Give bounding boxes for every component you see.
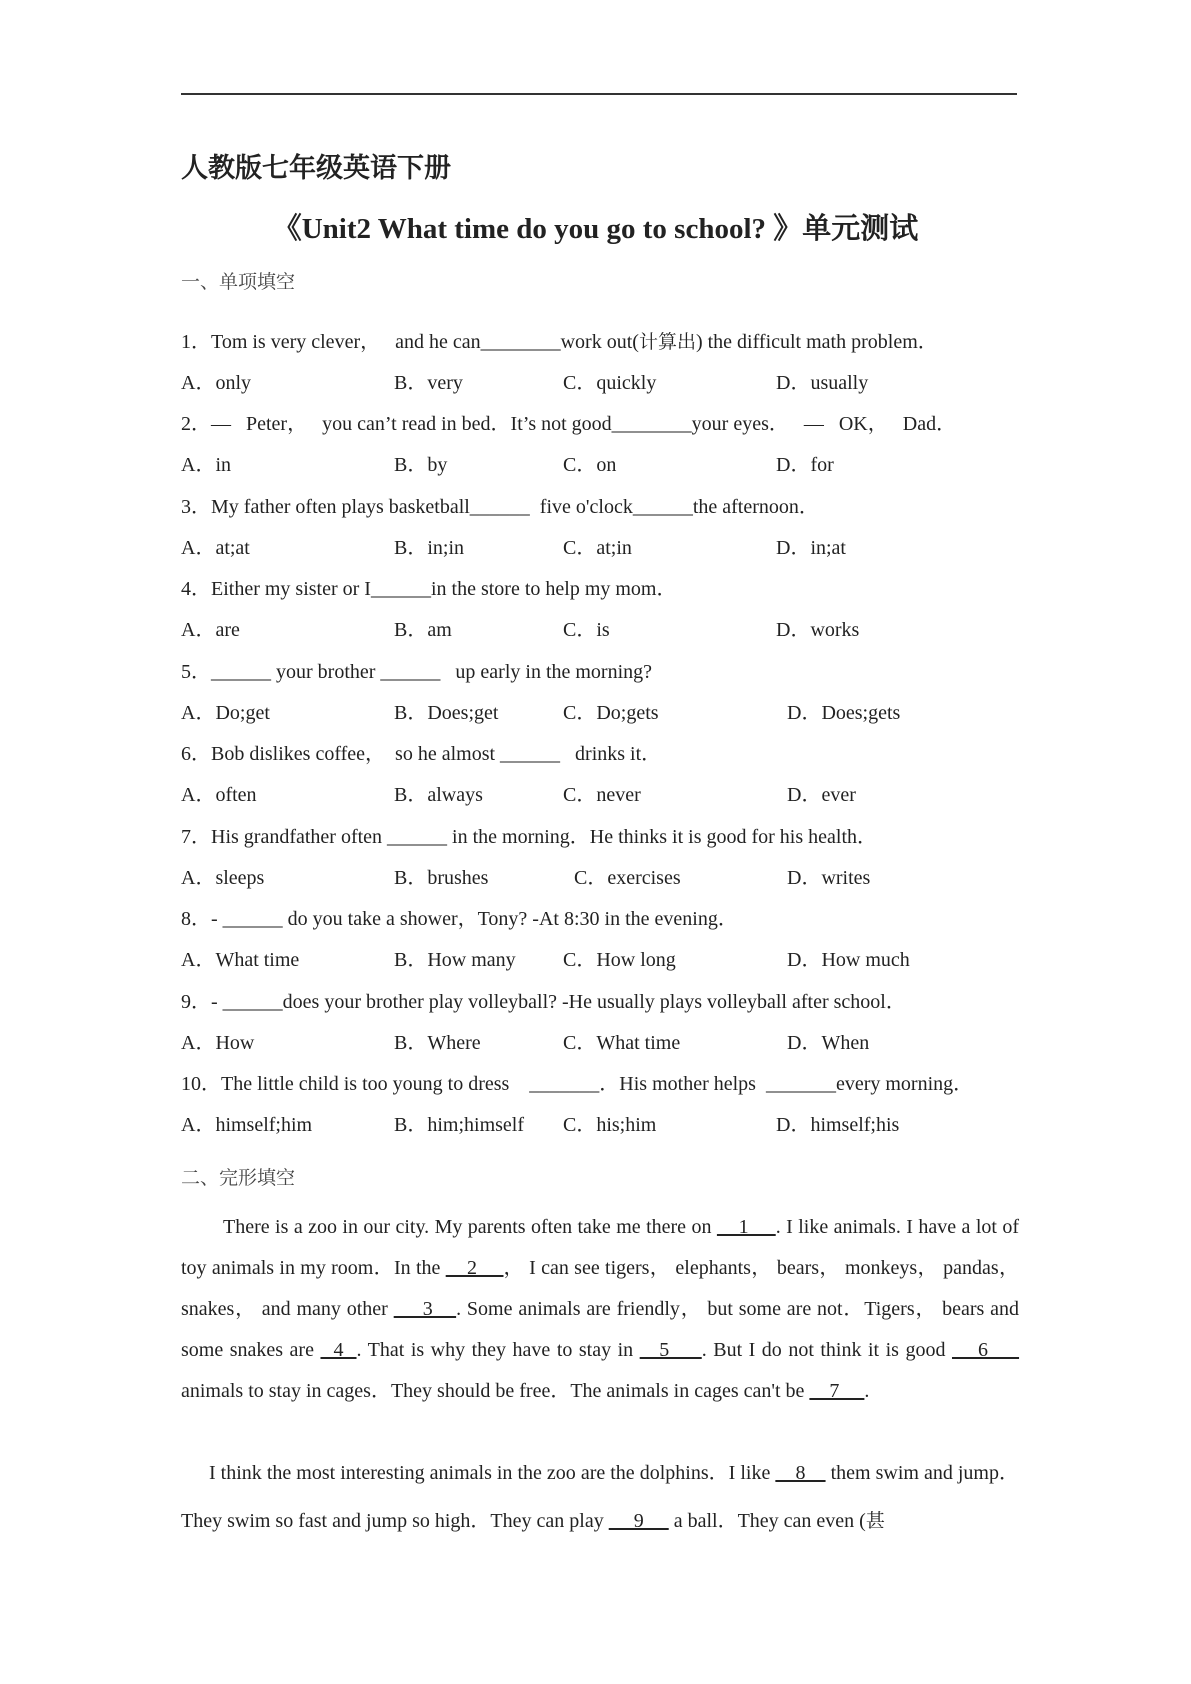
cloze-paragraph-2 bbox=[181, 1449, 1019, 1545]
cloze-text: . Some animals are friendly， but some are not．Tigers， bears and some snakes are bbox=[181, 1298, 1020, 1361]
option-c[interactable]: C．What time bbox=[563, 1032, 681, 1054]
question-7-text: 7．His grandfather often ______ in the morning．He thinks it is good for his health． bbox=[181, 826, 878, 848]
option-d[interactable]: D．Does;gets bbox=[787, 702, 901, 724]
cloze-blank-2[interactable]: 2 bbox=[445, 1257, 504, 1279]
option-d[interactable]: D．writes bbox=[787, 867, 871, 889]
cloze-blank-5[interactable]: 5 bbox=[639, 1339, 702, 1361]
option-a[interactable]: A．himself;him bbox=[181, 1114, 313, 1136]
question-6-text: 6．Bob dislikes coffee， so he almost ______ drinks it． bbox=[181, 743, 662, 765]
section-heading-single-choice: 一、单项填空 bbox=[181, 271, 296, 293]
question-10-text: 10．The little child is too young to dress _______．His mother helps _______every morning． bbox=[181, 1073, 974, 1095]
option-d[interactable]: D．for bbox=[776, 454, 834, 476]
cloze-blank-4[interactable]: 4 bbox=[320, 1339, 357, 1361]
option-b[interactable]: B．always bbox=[394, 784, 483, 806]
cloze-blank-6[interactable]: 6 bbox=[951, 1339, 1020, 1361]
option-d[interactable]: D．How much bbox=[787, 949, 910, 971]
option-c[interactable]: C．is bbox=[563, 619, 610, 641]
option-a[interactable]: A．What time bbox=[181, 949, 300, 971]
cloze-blank-3[interactable]: 3 bbox=[393, 1298, 457, 1320]
question-2-options bbox=[181, 448, 1017, 474]
cloze-text: . bbox=[864, 1380, 870, 1402]
question-2-text: 2．— Peter， you can’t read in bed．It’s not good________your eyes． — OK， Dad． bbox=[181, 413, 957, 435]
question-8-text: 8．- ______ do you take a shower，Tony? -At 8:30 in the evening． bbox=[181, 908, 738, 930]
option-a[interactable]: A．in bbox=[181, 454, 231, 476]
option-c[interactable]: C．never bbox=[563, 784, 641, 806]
question-10-options bbox=[181, 1108, 1017, 1134]
option-d[interactable]: D．himself;his bbox=[776, 1114, 900, 1136]
cloze-text: ， I can see tigers， elephants， bears， monkeys， pandas， snakes， and many other bbox=[181, 1257, 1019, 1320]
option-a[interactable]: A．sleeps bbox=[181, 867, 265, 889]
option-a[interactable]: A．are bbox=[181, 619, 240, 641]
question-1-options bbox=[181, 366, 1017, 392]
option-c[interactable]: C．his;him bbox=[563, 1114, 657, 1136]
question-3-options bbox=[181, 531, 1017, 557]
question-7-options bbox=[181, 861, 1017, 887]
cloze-blank-9[interactable]: 9 bbox=[608, 1510, 669, 1532]
cloze-text: a ball．They can even ( bbox=[668, 1510, 866, 1532]
question-9-text: 9．- ______does your brother play volleyball? -He usually plays volleyball after school． bbox=[181, 991, 906, 1013]
cloze-paragraph-1 bbox=[181, 1207, 1019, 1412]
option-b[interactable]: B．Where bbox=[394, 1032, 481, 1054]
option-d[interactable]: D．works bbox=[776, 619, 860, 641]
option-d[interactable]: D．ever bbox=[787, 784, 856, 806]
option-a[interactable]: A．only bbox=[181, 372, 251, 394]
option-b[interactable]: B．am bbox=[394, 619, 452, 641]
option-b[interactable]: B．in;in bbox=[394, 537, 465, 559]
cloze-text: . But I do not think it is good bbox=[701, 1339, 952, 1361]
option-c[interactable]: C．on bbox=[563, 454, 617, 476]
option-d[interactable]: D．in;at bbox=[776, 537, 846, 559]
option-a[interactable]: A．How bbox=[181, 1032, 255, 1054]
cloze-text: 甚 bbox=[865, 1510, 885, 1532]
question-4-options bbox=[181, 613, 1017, 639]
question-9-options bbox=[181, 1026, 1017, 1052]
question-3-text: 3．My father often plays basketball______ five o'clock______the afternoon． bbox=[181, 496, 819, 518]
option-b[interactable]: B．brushes bbox=[394, 867, 489, 889]
cloze-text: There is a zoo in our city. My parents often take me there on bbox=[223, 1216, 717, 1238]
option-c[interactable]: C．quickly bbox=[563, 372, 657, 394]
cloze-blank-7[interactable]: 7 bbox=[809, 1380, 865, 1402]
cloze-text: I think the most interesting animals in the zoo are the dolphins．I like bbox=[209, 1462, 776, 1484]
question-5-options bbox=[181, 696, 1017, 722]
cloze-text: animals to stay in cages．They should be free．The animals in cages can't be bbox=[181, 1380, 810, 1402]
question-8-options bbox=[181, 943, 1017, 969]
cloze-text: them swim and jump．They swim so fast and jump so high．They can play bbox=[181, 1462, 1020, 1532]
option-c[interactable]: C．at;in bbox=[563, 537, 632, 559]
question-5-text: 5．______ your brother ______ up early in the morning? bbox=[181, 661, 653, 683]
option-a[interactable]: A．Do;get bbox=[181, 702, 270, 724]
option-b[interactable]: B．very bbox=[394, 372, 463, 394]
section-heading-cloze: 二、完形填空 bbox=[181, 1167, 296, 1189]
question-6-options bbox=[181, 778, 1017, 804]
cloze-blank-1[interactable]: 1 bbox=[716, 1216, 776, 1238]
option-a[interactable]: A．often bbox=[181, 784, 257, 806]
cloze-blank-8[interactable]: 8 bbox=[775, 1462, 826, 1484]
document-title: 人教版七年级英语下册 bbox=[181, 153, 451, 184]
question-4-text: 4．Either my sister or I______in the store to help my mom． bbox=[181, 578, 677, 600]
option-b[interactable]: B．him;himself bbox=[394, 1114, 524, 1136]
option-a[interactable]: A．at;at bbox=[181, 537, 250, 559]
option-c[interactable]: C．exercises bbox=[574, 867, 681, 889]
question-1-text: 1．Tom is very clever， and he can________work out(计算出) the difficult math problem． bbox=[181, 331, 938, 353]
document-subtitle: 《Unit2 What time do you go to school? 》单元测试 bbox=[272, 213, 919, 245]
cloze-text: . That is why they have to stay in bbox=[356, 1339, 640, 1361]
cloze-text: . I like animals. I have a lot of toy animals in my room．In the bbox=[181, 1216, 1020, 1279]
option-c[interactable]: C．How long bbox=[563, 949, 676, 971]
option-c[interactable]: C．Do;gets bbox=[563, 702, 659, 724]
header-rule bbox=[181, 93, 1017, 95]
option-b[interactable]: B．by bbox=[394, 454, 448, 476]
option-d[interactable]: D．When bbox=[787, 1032, 870, 1054]
option-b[interactable]: B．Does;get bbox=[394, 702, 499, 724]
option-d[interactable]: D．usually bbox=[776, 372, 869, 394]
option-b[interactable]: B．How many bbox=[394, 949, 516, 971]
